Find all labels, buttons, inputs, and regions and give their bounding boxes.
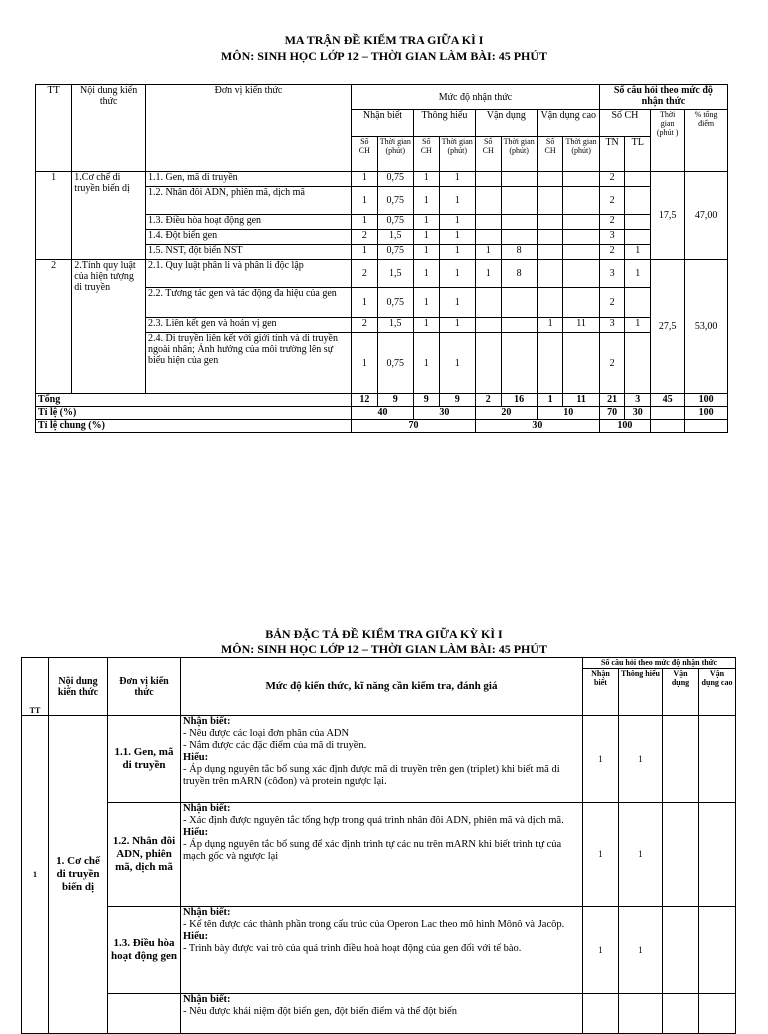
cell [685,420,728,433]
total-row [36,394,728,407]
cell: 70 [352,420,476,433]
spec-title: BẢN ĐẶC TẢ ĐỀ KIỂM TRA GIỮA KỲ KÌ I [265,627,503,641]
sub-so-ch: Số CH [475,137,501,172]
cell: 1,5 [377,260,413,288]
cell: 1 [439,318,475,333]
count-vd [663,803,699,907]
header-level: Mức độ nhận thức [352,85,600,110]
cell: 0,75 [377,245,413,260]
sub-tl: TL [625,137,651,172]
table-row [22,803,736,907]
cell [501,187,537,215]
cell: 1 [352,245,378,260]
cell: 2 [599,215,625,230]
count-vdc [699,803,736,907]
group-time: 27,5 [651,260,685,394]
cell [537,187,563,215]
cell [625,288,651,318]
matrix-title: MA TRẬN ĐỀ KIỂM TRA GIỮA KÌ I [284,33,484,47]
cell [651,407,685,420]
header-van-dung-cao: Vận dụng cao [537,110,599,137]
cell: 1 [625,260,651,288]
cell: 10 [537,407,599,420]
cell [475,187,501,215]
level-label: Hiểu: [183,752,209,763]
spec-group-tt: 1 [22,716,49,1034]
level-label: Hiểu: [183,827,209,838]
level-label: Nhận biết: [183,716,231,727]
sub-time: Thời gian (phút) [563,137,599,172]
count-vd [663,994,699,1034]
cell [537,230,563,245]
spec-header-th: Thông hiểu [619,669,663,716]
general-label: Tỉ lệ chung (%) [36,420,352,433]
cell: 1 [439,172,475,187]
cell [625,172,651,187]
cell: 1 [439,260,475,288]
desc-line: - Xác định được nguyên tắc tổng hợp trong quá trình nhân đôi ADN, phiên mã và dịch mã. [183,815,564,826]
cell [475,230,501,245]
desc-line: - Kể tên được các thành phần trong cấu trúc của Operon Lac theo mô hình Mônô và Jacôp. [183,919,565,930]
table-row [22,716,736,803]
cell: 3 [625,394,651,407]
group-tt: 1 [36,172,72,260]
count-vdc [699,907,736,994]
cell: 1 [413,187,439,215]
sub-time: Thời gian (phút) [501,137,537,172]
unit-cell: 1.1. Gen, mã di truyền [145,172,351,187]
cell: 1 [413,318,439,333]
count-nb: 1 [583,803,619,907]
cell: 100 [685,407,728,420]
unit-cell: 2.4. Di truyền liên kết với giới tính và di truyền ngoài nhân; Ảnh hưởng của môi trường lên sự biểu hiện của gen [145,333,351,394]
cell: 1 [475,260,501,288]
spec-table [21,657,736,1034]
sub-time: Thời gian (phút) [377,137,413,172]
cell: 100 [599,420,650,433]
cell: 1 [352,187,378,215]
cell [563,172,599,187]
spec-unit: 1.2. Nhân đôi ADN, phiên mã, dịch mã [108,803,181,907]
unit-cell: 2.2. Tương tác gen và tác động đa hiệu của gen [145,288,351,318]
cell: 2 [599,172,625,187]
cell: 1 [413,333,439,394]
cell: 1 [439,288,475,318]
unit-cell: 1.5. NST, đột biến NST [145,245,351,260]
spec-desc [181,716,583,803]
count-th: 1 [619,803,663,907]
header-thong-hieu: Thông hiểu [413,110,475,137]
cell: 12 [352,394,378,407]
cell: 40 [352,407,414,420]
unit-cell: 2.3. Liên kết gen và hoán vị gen [145,318,351,333]
count-nb [583,994,619,1034]
spec-unit: 1.3. Điều hòa hoạt động gen [108,907,181,994]
count-vd [663,716,699,803]
cell: 2 [475,394,501,407]
cell [625,215,651,230]
header-van-dung: Vận dụng [475,110,537,137]
count-vdc [699,994,736,1034]
desc-line: - Nắm được các đặc điểm của mã di truyền. [183,740,367,751]
ratio-label: Tỉ lệ (%) [36,407,352,420]
cell [563,288,599,318]
spec-header-unit: Đơn vị kiến thức [108,658,181,716]
cell: 0,75 [377,288,413,318]
cell [651,420,685,433]
spec-desc [181,907,583,994]
level-label: Nhận biết: [183,994,231,1005]
cell: 3 [599,260,625,288]
cell: 1 [439,245,475,260]
desc-line: - Áp dụng nguyên tắc bổ sung để xác định trình tự các nu trên mARN khi biết trình tự của mạch gốc và ngược lại [183,839,562,862]
spec-desc [181,994,583,1034]
cell [475,288,501,318]
cell: 20 [475,407,537,420]
cell [501,172,537,187]
cell: 9 [413,394,439,407]
cell: 1 [352,172,378,187]
cell: 1 [537,318,563,333]
sub-so-ch: Số CH [352,137,378,172]
cell [537,215,563,230]
count-nb: 1 [583,716,619,803]
cell: 16 [501,394,537,407]
header-pct: % tổng điểm [685,110,728,172]
cell: 1 [352,288,378,318]
cell: 0,75 [377,187,413,215]
cell [537,260,563,288]
cell: 1 [352,333,378,394]
header-unit: Đơn vị kiến thức [145,85,351,172]
spec-header-vd: Vận dụng [663,669,699,716]
cell: 1 [413,245,439,260]
count-vdc [699,716,736,803]
header-time: Thời gian (phút ) [651,110,685,172]
group-pct: 47,00 [685,172,728,260]
count-th: 1 [619,716,663,803]
cell: 0,75 [377,333,413,394]
spec-header-nb: Nhận biết [583,669,619,716]
cell: 9 [439,394,475,407]
unit-cell: 2.1. Quy luật phân li và phân li độc lập [145,260,351,288]
cell: 1 [413,215,439,230]
spec-desc [181,803,583,907]
count-th [619,994,663,1034]
table-row [22,994,736,1034]
cell: 1 [439,187,475,215]
header-nhan-biet: Nhận biết [352,110,414,137]
cell: 2 [599,288,625,318]
cell [537,172,563,187]
cell: 11 [563,318,599,333]
group-pct: 53,00 [685,260,728,394]
cell [501,288,537,318]
count-th: 1 [619,907,663,994]
cell: 8 [501,260,537,288]
cell: 2 [352,260,378,288]
ratio-row [36,407,728,420]
matrix-table [35,84,728,433]
cell [563,215,599,230]
cell: 1 [352,215,378,230]
spec-header-desc: Mức độ kiến thức, kĩ năng cần kiểm tra, đánh giá [181,658,583,716]
cell: 2 [599,333,625,394]
cell: 1 [439,230,475,245]
cell: 1,5 [377,230,413,245]
cell [537,245,563,260]
cell [563,187,599,215]
unit-cell: 1.2. Nhân đôi ADN, phiên mã, dịch mã [145,187,351,215]
spec-unit: 1.1. Gen, mã di truyền [108,716,181,803]
sub-so-ch: Số CH [537,137,563,172]
cell: 30 [625,407,651,420]
cell: 1 [475,245,501,260]
header-count: Số câu hỏi theo mức độ nhận thức [599,85,727,110]
cell [475,215,501,230]
cell: 30 [475,420,599,433]
cell: 1 [537,394,563,407]
count-vd [663,907,699,994]
desc-line: - Áp dụng nguyên tắc bổ sung xác định được mã di truyền trên gen (triplet) khi biết mã di truyền trên mARN (côđon) và protein ngược lại. [183,764,560,787]
cell: 2 [599,245,625,260]
cell: 2 [352,318,378,333]
cell [625,230,651,245]
count-nb: 1 [583,907,619,994]
cell: 1 [413,172,439,187]
table-row [36,172,728,187]
sub-tn: TN [599,137,625,172]
cell: 1 [413,288,439,318]
cell: 70 [599,407,625,420]
header-tt: TT [36,85,72,172]
cell: 1 [439,333,475,394]
cell: 2 [352,230,378,245]
unit-cell: 1.3. Điều hòa hoạt động gen [145,215,351,230]
cell: 1 [625,245,651,260]
spec-header-content: Nội dung kiến thức [49,658,108,716]
spec-header-count: Số câu hỏi theo mức độ nhận thức [583,658,736,669]
cell: 9 [377,394,413,407]
cell: 1 [439,215,475,230]
desc-line: - Nêu được khái niệm đột biến gen, đột biến điểm và thể đột biến [183,1006,457,1017]
cell: 0,75 [377,215,413,230]
level-label: Hiểu: [183,931,209,942]
spec-header-tt: TT [22,658,49,716]
desc-line: - Trình bày được vai trò của quá trình điều hoà hoạt động của gen đối với tế bào. [183,943,522,954]
group-content: 1.Cơ chế di truyền biến dị [72,172,146,260]
cell [625,333,651,394]
cell: 30 [413,407,475,420]
sub-so-ch: Số CH [413,137,439,172]
cell [501,215,537,230]
cell [475,172,501,187]
spec-subtitle: MÔN: SINH HỌC LỚP 12 – THỜI GIAN LÀM BÀI: 45 PHÚT [220,642,548,656]
matrix-subtitle: MÔN: SINH HỌC LỚP 12 – THỜI GIAN LÀM BÀI: 45 PHÚT [220,49,548,63]
spec-unit [108,994,181,1034]
cell: 0,75 [377,172,413,187]
cell [625,187,651,215]
cell: 21 [599,394,625,407]
cell [501,318,537,333]
level-label: Nhận biết: [183,803,231,814]
cell [563,333,599,394]
spec-group-content: 1. Cơ chế di truyền biến dị [49,716,108,1034]
cell [501,333,537,394]
desc-line: - Nêu được các loại đơn phân của ADN [183,728,350,739]
cell: 1 [413,230,439,245]
cell [475,333,501,394]
cell [537,333,563,394]
cell [475,318,501,333]
header-content: Nội dung kiến thức [72,85,146,172]
cell: 1 [625,318,651,333]
cell: 1,5 [377,318,413,333]
header-so-ch: Số CH [599,110,650,137]
cell: 3 [599,318,625,333]
group-time: 17,5 [651,172,685,260]
group-tt: 2 [36,260,72,394]
general-ratio-row [36,420,728,433]
group-content: 2.Tính quy luật của hiện tượng di truyền [72,260,146,394]
table-row [22,907,736,994]
cell: 8 [501,245,537,260]
level-label: Nhận biết: [183,907,231,918]
cell [501,230,537,245]
total-label: Tổng [36,394,352,407]
cell [563,245,599,260]
cell: 3 [599,230,625,245]
cell: 2 [599,187,625,215]
cell: 45 [651,394,685,407]
unit-cell: 1.4. Đột biến gen [145,230,351,245]
cell: 11 [563,394,599,407]
cell [563,260,599,288]
cell [563,230,599,245]
table-row [36,260,728,288]
sub-time: Thời gian (phút) [439,137,475,172]
cell: 100 [685,394,728,407]
cell [537,288,563,318]
cell: 1 [413,260,439,288]
spec-header-vdc: Vận dụng cao [699,669,736,716]
